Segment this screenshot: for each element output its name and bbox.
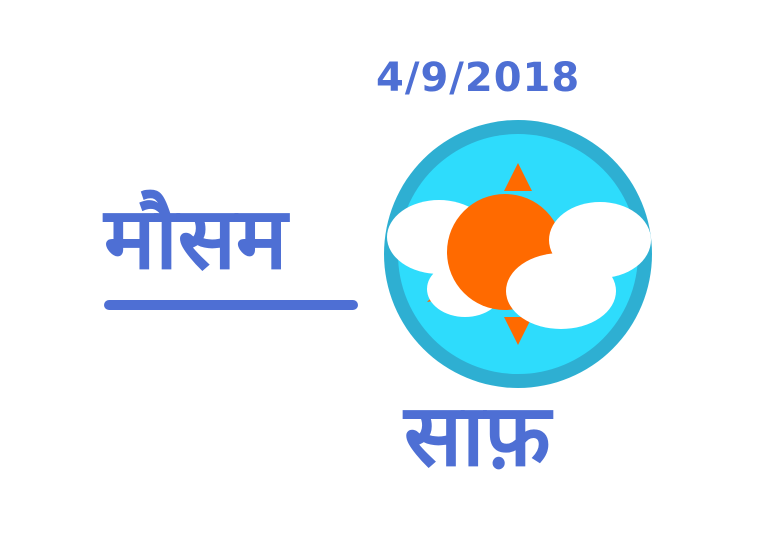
sun-behind-clouds-icon <box>383 119 653 389</box>
title-underline <box>104 300 358 310</box>
front-cloud <box>506 253 616 329</box>
date-label: 4/9/2018 <box>376 55 581 101</box>
weather-title: मौसम <box>104 189 288 289</box>
condition-label: साफ़ <box>404 386 551 486</box>
